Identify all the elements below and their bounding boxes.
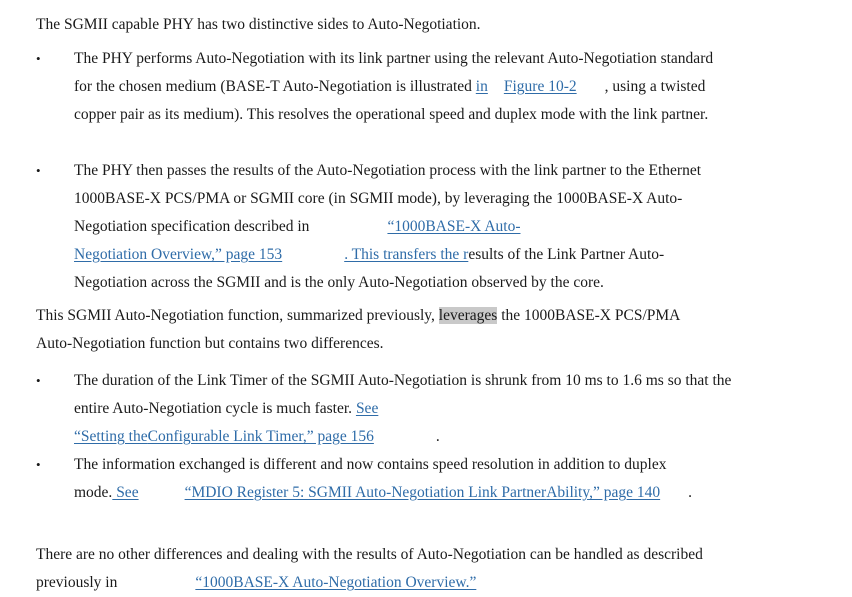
intro-paragraph	[36, 11, 736, 39]
bullet-4-trailing-period: .	[688, 484, 692, 501]
bullet-3-trailing-period: .	[435, 428, 440, 445]
summary-text-after-highlight: the 1000BASE-X PCS/PMA Auto-Negotiation function but contains two differences.	[36, 307, 680, 352]
bullet-item-4	[36, 451, 696, 507]
bullet-item-3-body	[74, 367, 736, 451]
link-mdio-register-5-line1[interactable]: “MDIO Register 5: SGMII Auto-Negotiation Link Partner	[184, 484, 547, 501]
link-see-setting-link-timer[interactable]: See	[355, 400, 379, 417]
bullet-item-1	[36, 45, 716, 129]
bullet-marker: •	[36, 457, 41, 472]
link-1000base-x-auto-negotiation-overview-line2[interactable]: Negotiation Overview,” page 153	[74, 246, 283, 263]
bullet-marker: •	[36, 373, 41, 388]
link-this-transfers-the[interactable]: . This transfers the r	[344, 246, 469, 263]
closing-text: There are no other differences and dealing with the results of Auto-Negotiation can be handled as described previously in	[36, 546, 703, 591]
intro-paragraph-text: The SGMII capable PHY has two distinctive sides to Auto-Negotiation.	[36, 16, 481, 33]
bullet-marker: •	[36, 51, 41, 66]
bullet-item-1-body	[74, 45, 716, 129]
link-setting-the-configurable-link-timer-line1[interactable]: “Setting the	[74, 428, 148, 445]
summary-paragraph	[36, 302, 696, 358]
link-in[interactable]: in	[475, 78, 488, 95]
bullet-item-2-body	[74, 157, 726, 297]
link-figure-10-2[interactable]: Figure 10-2	[503, 78, 577, 95]
link-setting-the-configurable-link-timer-line2[interactable]: Configurable Link Timer,” page 156	[147, 428, 374, 445]
bullet-2-text-after-link: esults of the Link Partner Auto-Negotiation across the SGMII and is the only Auto-Negotiation observed by the core.	[74, 246, 665, 291]
bullet-4-text-before-link: The information exchanged is different and now contains speed resolution in addition to duplex mode.	[74, 456, 667, 501]
link-1000base-x-auto-negotiation-overview-line1[interactable]: “1000BASE-X Auto-	[387, 218, 521, 235]
bullet-1-text-after-link: , using a twisted copper pair as its medium). This resolves the operational speed and duplex mode with the link partner.	[74, 78, 709, 123]
bullet-item-3	[36, 367, 736, 451]
bullet-marker: •	[36, 163, 41, 178]
bullet-item-4-body	[74, 451, 696, 507]
bullet-item-2	[36, 157, 726, 297]
link-1000base-x-auto-negotiation-overview-closing[interactable]: “1000BASE-X Auto-Negotiation Overview.”	[195, 574, 477, 591]
summary-text-before-highlight: This SGMII Auto-Negotiation function, summarized previously,	[36, 307, 435, 324]
link-mdio-register-5-line2[interactable]: Ability,” page 140	[546, 484, 661, 501]
closing-paragraph	[36, 541, 716, 597]
bullet-2-text-before-link: The PHY then passes the results of the Auto-Negotiation process with the link partner to the Ethernet 1000BASE-X PCS/PMA or SGMII core (in SGMII mode), by leveraging the 1000BASE-X Auto-Negotiation specification described in	[74, 162, 702, 235]
highlighted-word-leverages: leverages	[438, 307, 498, 324]
bullet-3-text-before-link: The duration of the Link Timer of the SGMII Auto-Negotiation is shrunk from 10 ms to 1.6 ms so that the entire Auto-Negotiation cycle is much faster.	[74, 372, 732, 417]
bullet-1-text-before-link: The PHY performs Auto-Negotiation with its link partner using the relevant Auto-Negotiation standard for the chosen medium (BASE-T Auto-Negotiation is illustrated	[74, 50, 714, 95]
link-see-mdio-register-5[interactable]: See	[112, 484, 139, 501]
